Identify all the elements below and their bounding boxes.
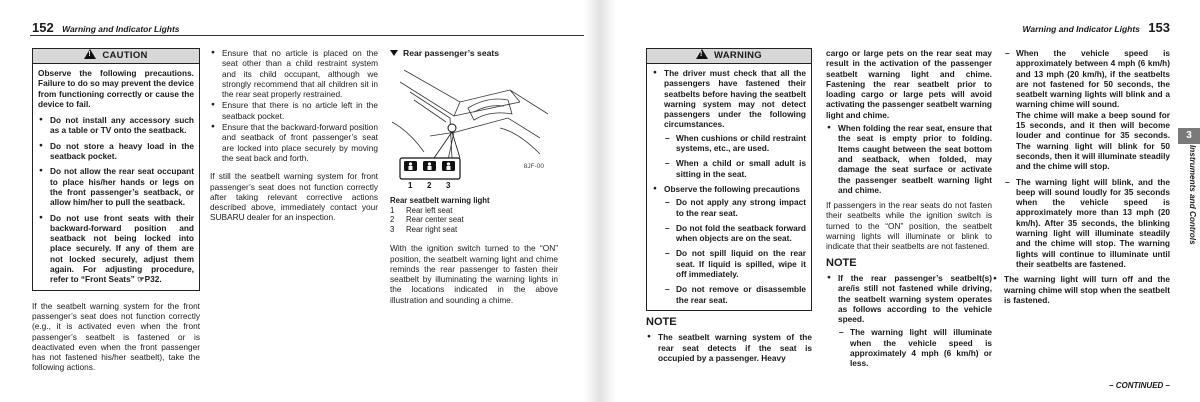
left-page-number: 152: [32, 20, 54, 35]
left-header-title: Warning and Indicator Lights: [62, 24, 180, 34]
figure-legend: [390, 206, 558, 235]
right-column-3: [1004, 48, 1170, 310]
corrective-action-item: ● Ensure that there is no article left in the seatback pocket.: [210, 100, 378, 121]
caution-heading: ! CAUTION: [33, 49, 199, 64]
note-item: ● When folding the rear seat, ensure that the seat is empty prior to folding. Items caught between the seat bottom and seatback, when folded, may damage the seat surface or activate the passenger seatbelt warning light and chime.: [826, 123, 992, 195]
left-header-rule: [30, 35, 596, 36]
continued-label: – CONTINUED –: [1109, 381, 1170, 390]
right-column-1: [646, 48, 812, 368]
note-heading: NOTE: [826, 256, 857, 269]
left-column-2: [210, 48, 378, 229]
warning-item: ● Observe the following precautions – Do not apply any strong impact to the rear seat. – Do not fold the seatback forward when objects are on the seat. – Do not spill liquid on the rear seat. If liquid is spilled, wipe it off immediately. – Do not remove or disassemble the rear seat.: [652, 184, 806, 305]
left-column-3: [390, 48, 558, 311]
note-sub-item: – The warning light will blink, and the beep will sound loudly for 35 seconds when the vehicle speed is approximately more than 13 mph (20 km/h). After 35 seconds, the blinking warning light will illuminate steadily and the chime will stop. The warning lights will continue to illuminate until their seatbelts are fastened.: [1004, 177, 1170, 270]
rear-passenger-seats-title: Rear passenger’s seats: [390, 48, 558, 58]
corrective-action-item: ● Ensure that no article is placed on the seat other than a child restraint system and its child occupant, although we strongly recommend that all children sit in the rear seat properly restrained.: [210, 48, 378, 99]
note-item: ● The seatbelt warning system of the rear seat detects if the seat is occupied by a passenger. Heavy: [646, 332, 812, 363]
warning-sub-item: – Do not fold the seatback forward when objects are on the seat.: [664, 223, 806, 244]
figure-marker-1: 1: [408, 181, 413, 191]
figure-id: 8JF-00: [523, 163, 544, 171]
warning-box: [646, 48, 812, 311]
note-continuation: cargo or large pets on the rear seat may result in the activation of the passenger seatbelt warning light and chime. Fastening the rear seatbelt prior to loading cargo or large pets will avoid activating the passenger seatbelt warning light and chime.: [826, 48, 992, 120]
note-item: ● The warning light will turn off and the warning chime will stop when the seatbelt is fastened.: [992, 274, 1170, 305]
right-page: [600, 0, 1200, 402]
warning-triangle-icon: !: [84, 49, 96, 59]
caution-item: ● Do not install any accessory such as a table or TV onto the seatback.: [38, 115, 194, 136]
note-sub-item: – When the vehicle speed is approximately between 4 mph (6 km/h) and 13 mph (20 km/h), if the seatbelts are not fastened for 50 seconds, the seatbelt warning lights will blink and a warning chime will sound. The chime will make a beep sound for 15 seconds, and it then will become louder and continue for 35 seconds. The warning light will blink for 50 seconds, then it will illuminate steadily and the chime will stop.: [1004, 48, 1170, 172]
rear-seatbelt-indicator-paragraph: If passengers in the rear seats do not fasten their seatbelts while the ignition switch is turned to the “ON” position, the seatbelt warning lights will illuminate or blink to indicate that their seatbelts are not fastened.: [826, 200, 992, 252]
note-sub-item: – The warning light will illuminate when the vehicle speed is approximately 4 mph (6 km/h) or less.: [838, 327, 992, 368]
front-seat-malfunction-paragraph: If the seatbelt warning system for the front passenger’s seat does not function correctly (e.g., it is activated even when the front passenger’s seatbelt is fastened or is deactivated even when the front passenger has not fastened his/her seatbelt), take the following actions.: [32, 300, 200, 373]
figure-marker-2: 2: [427, 181, 432, 191]
section-marker-icon: [390, 50, 398, 56]
left-page-header: [32, 20, 180, 35]
caution-item: ● Do not use front seats with their backward-forward position and seatback not being locked into place securely. If any of them are not locked securely, adjust them again. For adjusting procedure, refer to “Front Seats” ☞P32.: [38, 213, 194, 285]
figure-legend-item: 3 Rear right seat: [390, 224, 458, 234]
figure-caption: Rear seatbelt warning light: [390, 196, 490, 206]
warning-sub-item: – Do not spill liquid on the rear seat. If liquid is spilled, wipe it off immediately.: [664, 248, 806, 279]
warning-sub-item: – When a child or small adult is sitting in the seat.: [664, 158, 806, 179]
rear-seatbelt-reminder-paragraph: With the ignition switch turned to the “ON” position, the seatbelt warning light and chime reminds the rear passenger to fasten their seatbelt by illuminating the warning lights in the locations indicated in the above illustration and sounding a chime.: [390, 243, 558, 305]
warning-sub-item: – Do not apply any strong impact to the rear seat.: [664, 197, 806, 218]
warning-sub-item: – Do not remove or disassemble the rear seat.: [664, 284, 806, 305]
warning-item: ● The driver must check that all the passengers have fastened their seatbelts before having the seatbelt warning system may not detect passengers under the following circumstances. – When cushions or child restraint systems, etc., are used. – When a child or small adult is sitting in the seat.: [652, 68, 806, 179]
caution-intro: Observe the following precautions. Failure to do so may prevent the device from functioning correctly or cause the device to fail.: [38, 68, 194, 109]
left-column-1: [32, 48, 200, 379]
warning-triangle-icon: !: [696, 49, 708, 59]
chapter-tab: 3: [1178, 128, 1200, 144]
chapter-tab-label: Instruments and Controls: [1188, 145, 1197, 245]
note-heading: NOTE: [646, 315, 677, 328]
rear-seatbelt-warning-light-figure: [390, 62, 550, 190]
right-page-header: [1022, 20, 1170, 35]
corrective-action-item: ● Ensure that the backward-forward position and seatback of front passenger’s seat are locked into place securely by moving the seat back and forth.: [210, 122, 378, 163]
figure-legend-item: 2 Rear center seat: [390, 215, 464, 225]
figure-marker-3: 3: [446, 181, 451, 191]
caution-item: ● Do not store a heavy load in the seatback pocket.: [38, 141, 194, 162]
right-header-title: Warning and Indicator Lights: [1022, 24, 1140, 34]
warning-heading: ! WARNING: [647, 49, 811, 64]
caution-box: [32, 48, 200, 291]
note-sub-item-continuation: The chime will make a beep sound for 15 seconds, and it then will become louder and continue for 35 seconds. The warning light will blink for 50 seconds, then it will illuminate steadily and the chime will stop.: [1016, 109, 1170, 172]
caution-item: ● Do not allow the rear seat occupant to place his/her hands or legs on the front passenger’s seatback, or allow him/her to pull the seatback.: [38, 166, 194, 207]
dealer-inspection-paragraph: If still the seatbelt warning system for front passenger’s seat does not function correctly after taking relevant corrective actions described above, immediately contact your SUBARU dealer for an inspection.: [210, 171, 378, 223]
note-item: ● If the rear passenger’s seatbelt(s) are/is still not fastened while driving, the seatbelt warning system operates as follows according to the vehicle speed. – The warning light will illuminate when the vehicle speed is approximately 4 mph (6 km/h) or less.: [826, 273, 992, 369]
right-column-2: [826, 48, 992, 374]
right-page-number: 153: [1148, 20, 1170, 35]
warning-sub-item: – When cushions or child restraint systems, etc., are used.: [664, 133, 806, 154]
figure-legend-item: 1 Rear left seat: [390, 205, 453, 215]
